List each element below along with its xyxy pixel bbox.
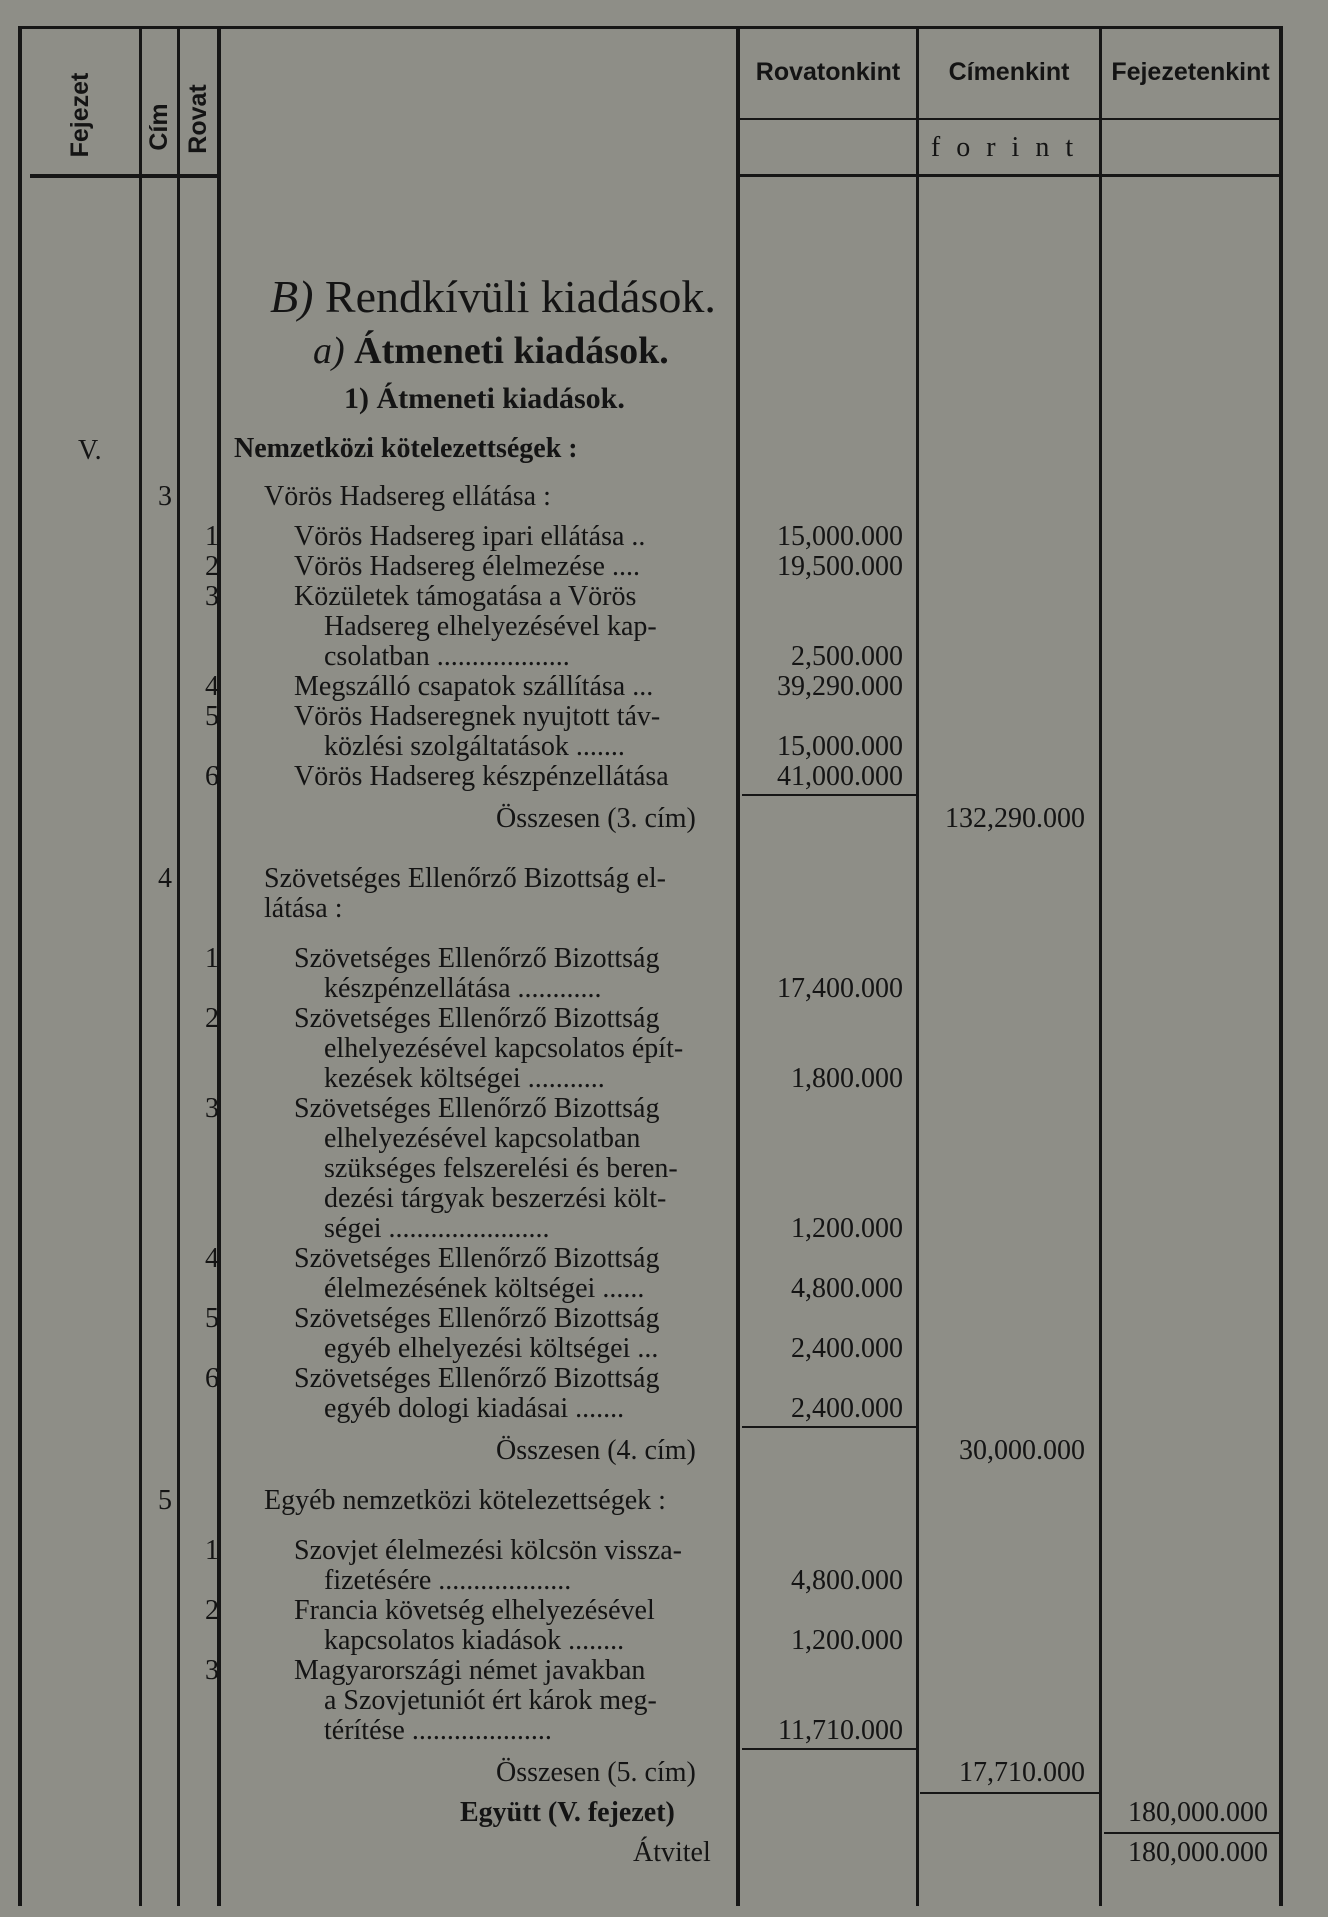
title4-name-line: Szövetséges Ellenőrző Bizottság el- <box>264 863 666 894</box>
title3-item-amount: 41,000.000 <box>777 761 903 792</box>
title5-item-text-line: fizetésére ................... <box>324 1566 572 1596</box>
title3-number: 3 <box>158 481 172 512</box>
title4-item-text-line: Szövetséges Ellenőrző Bizottság <box>294 1094 660 1124</box>
header-bottom-border-right <box>738 174 1282 177</box>
header-mid-border <box>738 118 1282 120</box>
title3-item-number: 2 <box>205 551 219 582</box>
text-amount-divider <box>736 26 740 1906</box>
heading-a-marker: a) <box>313 330 345 372</box>
title4-item-amount: 1,200.000 <box>791 1213 903 1244</box>
chapter-total-amount: 180,000.000 <box>1128 1797 1268 1828</box>
title3-item-text-line: Vörös Hadsereg élelmezése .... <box>294 552 640 582</box>
title4-item-text-line: Szövetséges Ellenőrző Bizottság <box>294 1244 660 1274</box>
title4-item-text-line: elhelyezésével kapcsolatos épít- <box>324 1034 684 1064</box>
carry-label: Átvitel <box>633 1837 711 1868</box>
heading-b-title: Rendkívüli kiadások. <box>324 271 716 322</box>
title3-item-text-line: közlési szolgáltatások ....... <box>324 732 625 762</box>
right-border <box>1279 26 1283 1906</box>
header-cim: Cím <box>145 103 173 151</box>
title3-item-text-line: Közületek támogatása a Vörös <box>294 582 637 612</box>
title3-item-text-line: Vörös Hadsereg készpénzellátása <box>294 762 669 792</box>
header-rovat: Rovat <box>184 84 212 154</box>
title4-item-amount: 2,400.000 <box>791 1333 903 1364</box>
title5-cim-rule <box>920 1792 1100 1794</box>
title4-item-amount: 1,800.000 <box>791 1063 903 1094</box>
title3-total: 132,290.000 <box>945 803 1085 834</box>
header-bottom-border-left <box>30 174 220 178</box>
title4-item-text-line: Szövetséges Ellenőrző Bizottság <box>294 944 660 974</box>
title3-item-number: 4 <box>205 671 219 702</box>
title4-item-number: 3 <box>205 1093 219 1124</box>
left-border <box>18 26 22 1906</box>
title3-subtotal-rule <box>742 794 916 796</box>
title5-item-text-line: térítése .................... <box>324 1716 552 1746</box>
chapter-total-label: Együtt (V. fejezet) <box>460 1797 675 1828</box>
fejezet-cim-divider <box>139 26 142 1906</box>
title5-item-amount: 4,800.000 <box>791 1565 903 1596</box>
cim-rovat-divider <box>177 26 180 1906</box>
title5-item-text-line: kapcsolatos kiadások ........ <box>324 1626 625 1656</box>
title5-name: Egyéb nemzetközi kötelezettségek : <box>264 1485 666 1516</box>
title3-item-amount: 15,000.000 <box>777 731 903 762</box>
title4-item-text-line: Szövetséges Ellenőrző Bizottság <box>294 1364 660 1394</box>
title4-item-text-line: Szövetséges Ellenőrző Bizottság <box>294 1004 660 1034</box>
title4-item-number: 2 <box>205 1003 219 1034</box>
title3-item-amount: 15,000.000 <box>777 521 903 552</box>
title3-item-text-line: Megszálló csapatok szállítása ... <box>294 672 654 702</box>
title3-item-number: 5 <box>205 701 219 732</box>
title4-item-text-line: szükséges felszerelési és beren- <box>324 1154 678 1184</box>
title4-item-text-line: ségei ....................... <box>324 1214 550 1244</box>
title5-item-text-line: a Szovjetuniót ért károk meg- <box>324 1686 657 1716</box>
title3-item-number: 6 <box>205 761 219 792</box>
title4-total: 30,000.000 <box>959 1435 1085 1466</box>
title3-item-text-line: Vörös Hadseregnek nyujtott táv- <box>294 702 661 732</box>
chapter-number: V. <box>78 435 102 466</box>
chapter-title: Nemzetközi kötelezettségek : <box>234 433 578 464</box>
title4-name-line: látása : <box>264 893 343 924</box>
title5-total: 17,710.000 <box>959 1757 1085 1788</box>
header-fejezet: Fejezet <box>66 72 94 158</box>
heading-b-marker: B) <box>270 271 314 322</box>
top-border <box>20 26 1282 29</box>
title5-item-text-line: Francia követség elhelyezésével <box>294 1596 655 1626</box>
title4-item-text-line: dezési tárgyak beszerzési költ- <box>324 1184 667 1214</box>
title4-item-amount: 2,400.000 <box>791 1393 903 1424</box>
title5-item-amount: 11,710.000 <box>778 1715 903 1746</box>
header-cimenkint: Címenkint <box>948 58 1070 86</box>
title4-item-number: 5 <box>205 1303 219 1334</box>
title4-item-text-line: kezések költségei ........... <box>324 1064 605 1094</box>
title3-item-number: 3 <box>205 581 219 612</box>
title4-item-number: 4 <box>205 1243 219 1274</box>
title4-item-amount: 4,800.000 <box>791 1273 903 1304</box>
title4-item-text-line: egyéb elhelyezési költségei ... <box>324 1334 659 1364</box>
title3-item-amount: 19,500.000 <box>777 551 903 582</box>
header-unit: forint <box>930 132 1090 163</box>
title3-item-text-line: Vörös Hadsereg ipari ellátása .. <box>294 522 646 552</box>
cimenkint-fejezetenkint-divider <box>1099 26 1102 1906</box>
title5-item-number: 2 <box>205 1595 219 1626</box>
title4-item-number: 1 <box>205 943 219 974</box>
title3-item-text-line: csolatban ................... <box>324 642 570 672</box>
title5-item-amount: 1,200.000 <box>791 1625 903 1656</box>
title5-item-text-line: Magyarországi német javakban <box>294 1656 646 1686</box>
title3-total-label: Összesen (3. cím) <box>496 803 696 834</box>
title4-subtotal-rule <box>742 1426 916 1428</box>
title5-total-label: Összesen (5. cím) <box>496 1757 696 1788</box>
title4-item-text-line: Szövetséges Ellenőrző Bizottság <box>294 1304 660 1334</box>
rovatonkint-cimenkint-divider <box>916 26 919 1906</box>
title3-name: Vörös Hadsereg ellátása : <box>264 481 551 512</box>
title4-item-text-line: élelmezésének költségei ...... <box>324 1274 645 1304</box>
title5-item-number: 3 <box>205 1655 219 1686</box>
heading-sub: 1) Átmeneti kiadások. <box>344 382 625 415</box>
heading-a-title: Átmeneti kiadások. <box>354 330 669 372</box>
heading-a <box>313 330 669 372</box>
heading-b <box>270 272 716 322</box>
header-fejezetenkint: Fejezetenkint <box>1111 58 1270 86</box>
title3-item-amount: 39,290.000 <box>777 671 903 702</box>
title4-number: 4 <box>158 863 172 894</box>
title5-item-text-line: Szovjet élelmezési kölcsön vissza- <box>294 1536 682 1566</box>
title4-item-text-line: készpénzellátása ............ <box>324 974 602 1004</box>
title5-number: 5 <box>158 1485 172 1516</box>
title4-total-label: Összesen (4. cím) <box>496 1435 696 1466</box>
carry-amount: 180,000.000 <box>1128 1837 1268 1868</box>
title4-item-text-line: egyéb dologi kiadásai ....... <box>324 1394 625 1424</box>
title5-item-number: 1 <box>205 1535 219 1566</box>
title4-item-number: 6 <box>205 1363 219 1394</box>
title3-item-text-line: Hadsereg elhelyezésével kap- <box>324 612 657 642</box>
title3-item-number: 1 <box>205 521 219 552</box>
header-rovatonkint: Rovatonkint <box>755 58 901 86</box>
title4-item-text-line: elhelyezésével kapcsolatban <box>324 1124 641 1154</box>
title5-subtotal-rule <box>742 1748 916 1750</box>
title3-item-amount: 2,500.000 <box>791 641 903 672</box>
chapter-total-rule <box>1104 1832 1280 1834</box>
title4-item-amount: 17,400.000 <box>777 973 903 1004</box>
